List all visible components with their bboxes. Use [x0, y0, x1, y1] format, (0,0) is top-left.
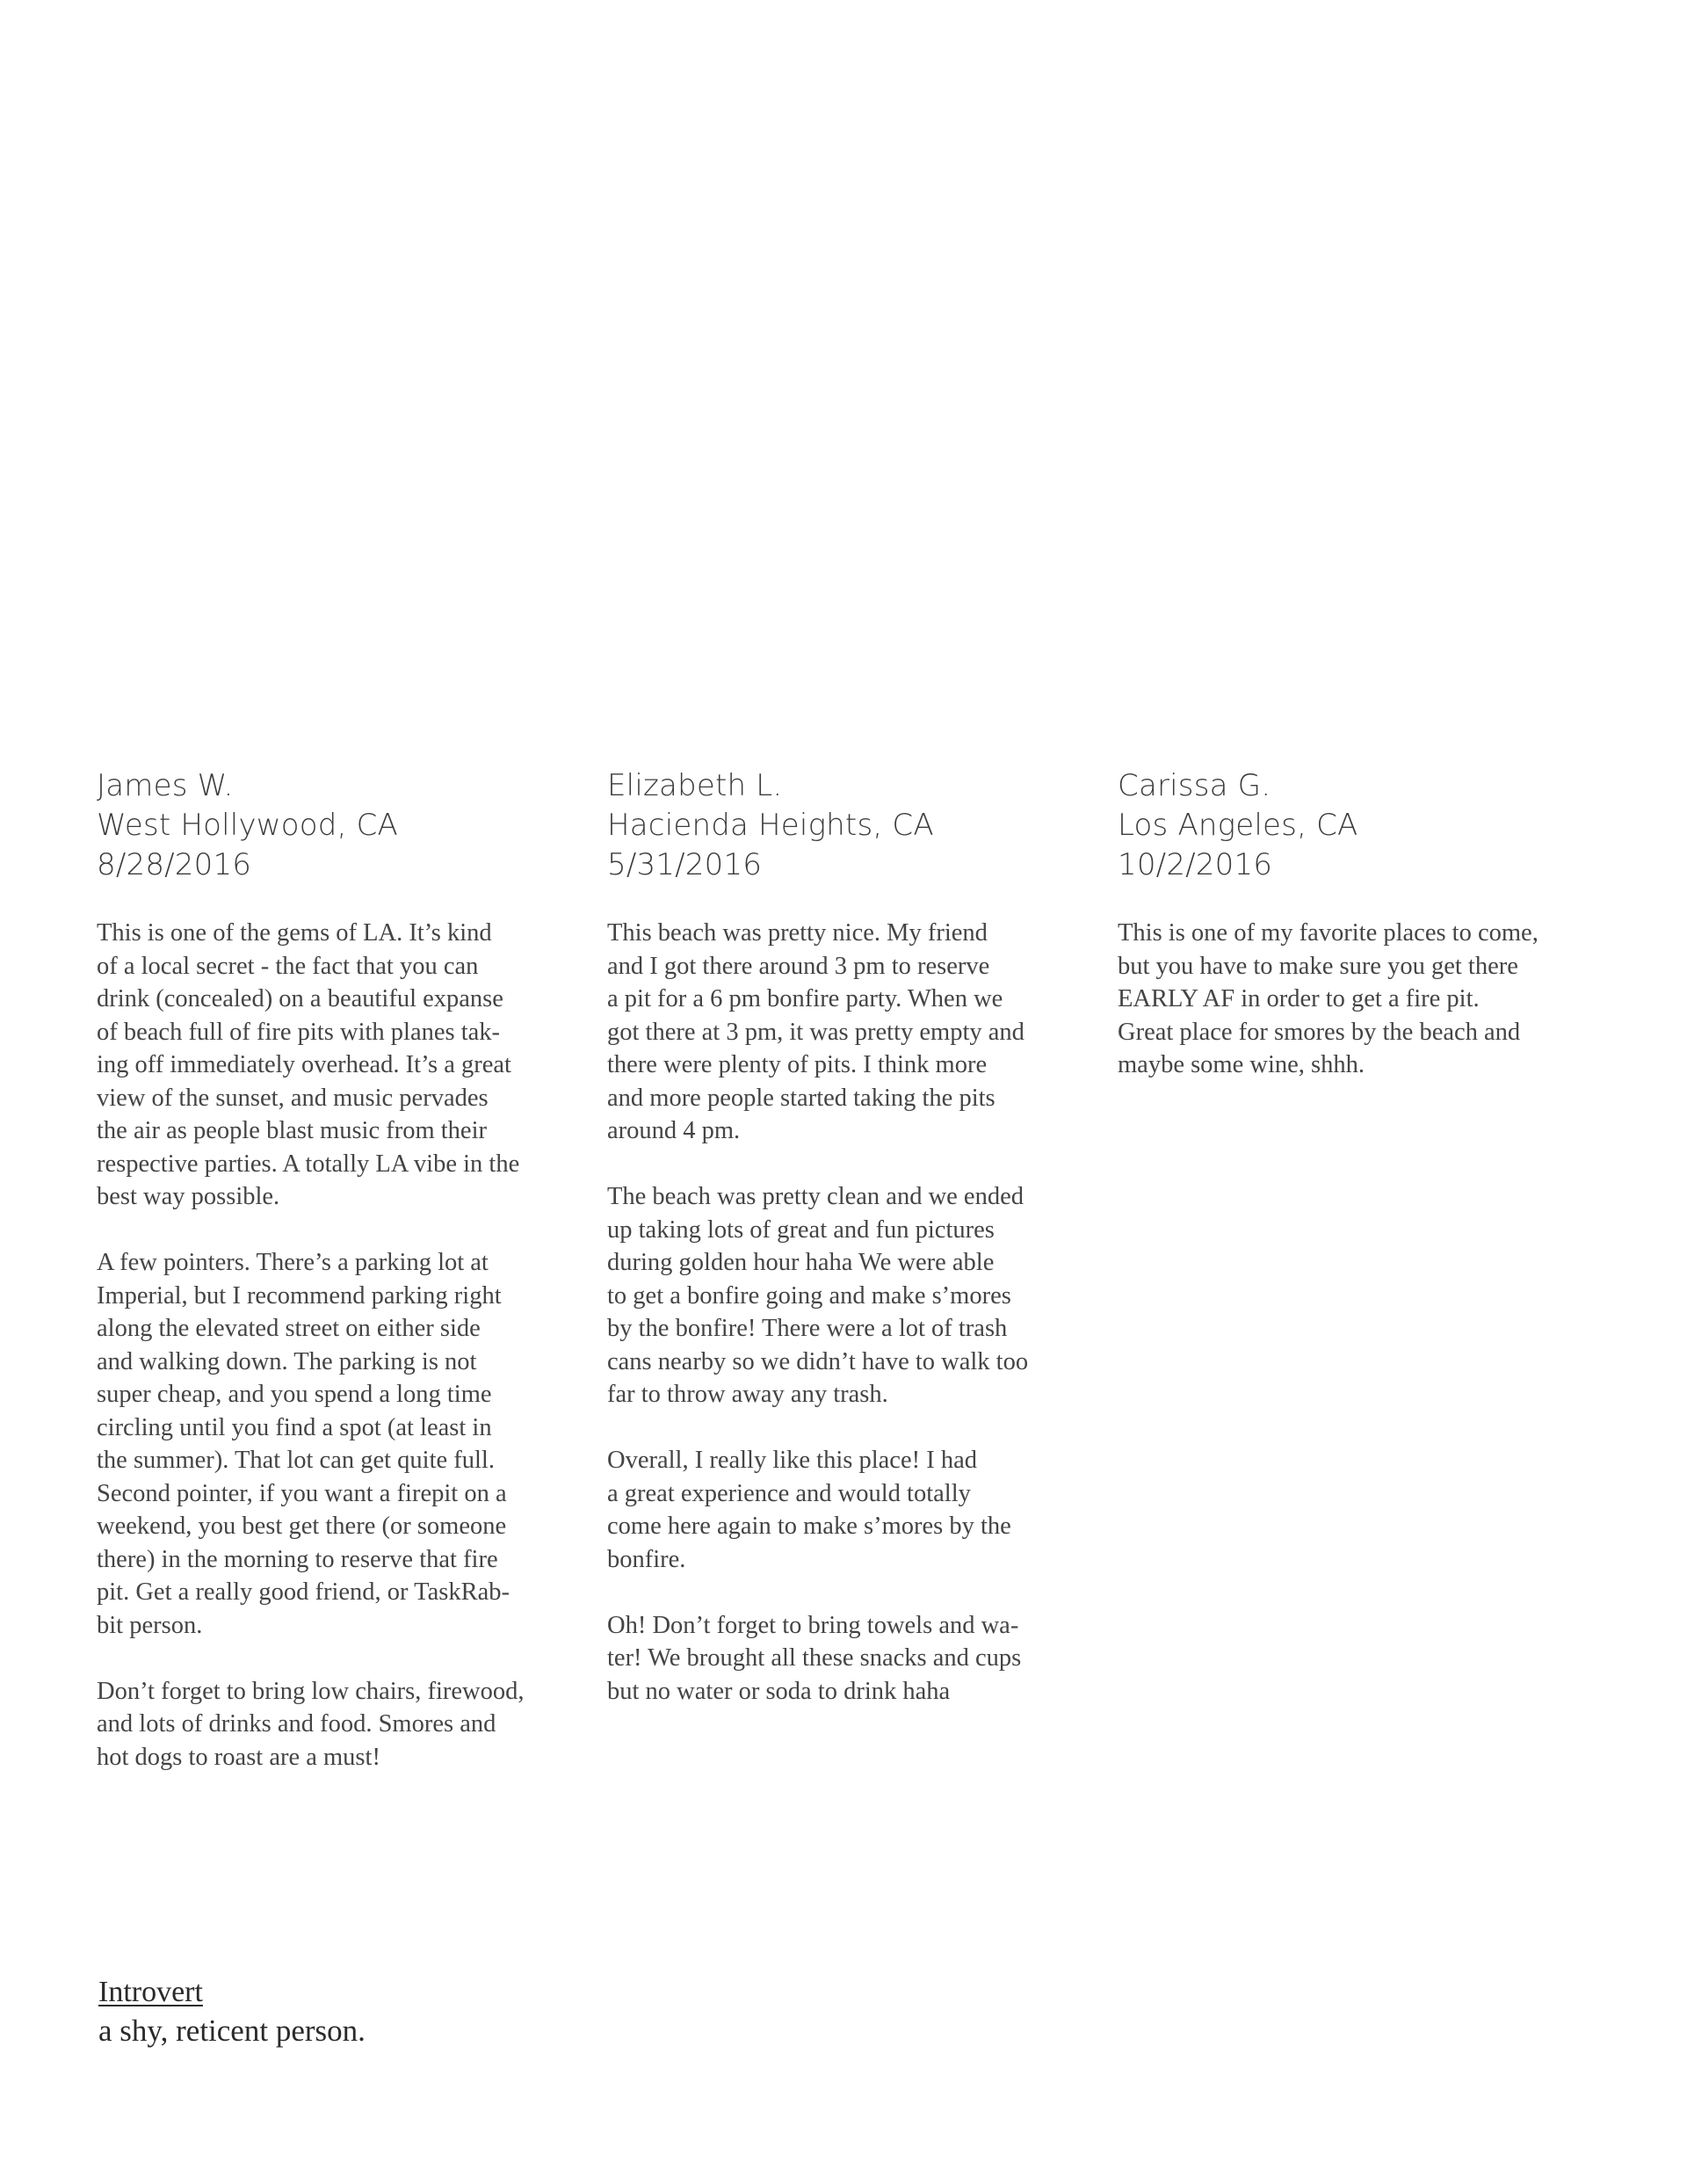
- definition-term: Introvert: [98, 1976, 203, 2008]
- review-paragraph: This beach was pretty nice. My friend and I got there around 3 pm to reserve a pit for a 6 pm bonfire party. When we got there at 3 pm, it was pretty empty and there were plenty of pits. I think more and more people started taking the pits around 4 pm.: [607, 919, 1025, 1144]
- review-body: [607, 917, 1082, 1708]
- review-carissa: [1118, 766, 1601, 1114]
- review-paragraph: Don’t forget to bring low chairs, firewood, and lots of drinks and food. Smores and hot dogs to roast are a must!: [97, 1677, 525, 1771]
- review-body: [97, 917, 562, 1774]
- review-paragraph: This is one of my favorite places to come, but you have to make sure you get there EARLY AF in order to get a fire pit. Great place for smores by the beach and maybe some wine, shhh.: [1118, 919, 1539, 1078]
- reviewer-info: [97, 766, 562, 885]
- review-paragraph: The beach was pretty clean and we ended up taking lots of great and fun pictures during golden hour haha We were able to get a bonfire going and make s’mores by the bonfire! There were a lot of trash cans nearby so we didn’t have to walk too far to throw away any trash.: [607, 1183, 1029, 1408]
- review-date: 10/2/2016: [1118, 847, 1273, 882]
- reviewer-name: Elizabeth L.: [607, 768, 783, 803]
- definition-meaning: a shy, reticent person.: [98, 2013, 366, 2048]
- reviewer-name: Carissa G.: [1118, 768, 1271, 803]
- reviewer-location: West Hollywood, CA: [97, 808, 398, 843]
- review-paragraph: A few pointers. There’s a parking lot at Imperial, but I recommend parking right along the elevated street on either side and walking down. The parking is not super cheap, and you spend a long time circling until you find a spot (at least in the summer). That lot can get quite full. Second pointer, if you want a firepit on a weekend, you best get there (or someone there) in the morning to reserve that fire pit. Get a really good friend, or TaskRab- bit person.: [97, 1249, 510, 1639]
- review-body: [1118, 917, 1601, 1082]
- reviewer-info: [607, 766, 1082, 885]
- reviewer-name: James W.: [97, 768, 234, 803]
- reviewer-info: [1118, 766, 1601, 885]
- review-date: 5/31/2016: [607, 847, 763, 882]
- review-paragraph: Oh! Don’t forget to bring towels and wa- ter! We brought all these snacks and cups but no water or soda to drink haha: [607, 1611, 1022, 1705]
- review-elizabeth: [607, 766, 1082, 1741]
- review-date: 8/28/2016: [97, 847, 252, 882]
- reviewer-location: Hacienda Heights, CA: [607, 808, 934, 843]
- review-james: [97, 766, 562, 1807]
- definition-block: [98, 1973, 366, 2050]
- review-paragraph: Overall, I really like this place! I had a great experience and would totally come here again to make s’mores by the bonfire.: [607, 1447, 1011, 1573]
- review-paragraph: This is one of the gems of LA. It’s kind of a local secret - the fact that you can drink (concealed) on a beautiful expanse of beach full of fire pits with planes tak- ing off immediately overhead. It’s a great view of the sunset, and music pervades the air as people blast music from their respective parties. A totally LA vibe in the best way possible.: [97, 919, 520, 1210]
- reviewer-location: Los Angeles, CA: [1118, 808, 1358, 843]
